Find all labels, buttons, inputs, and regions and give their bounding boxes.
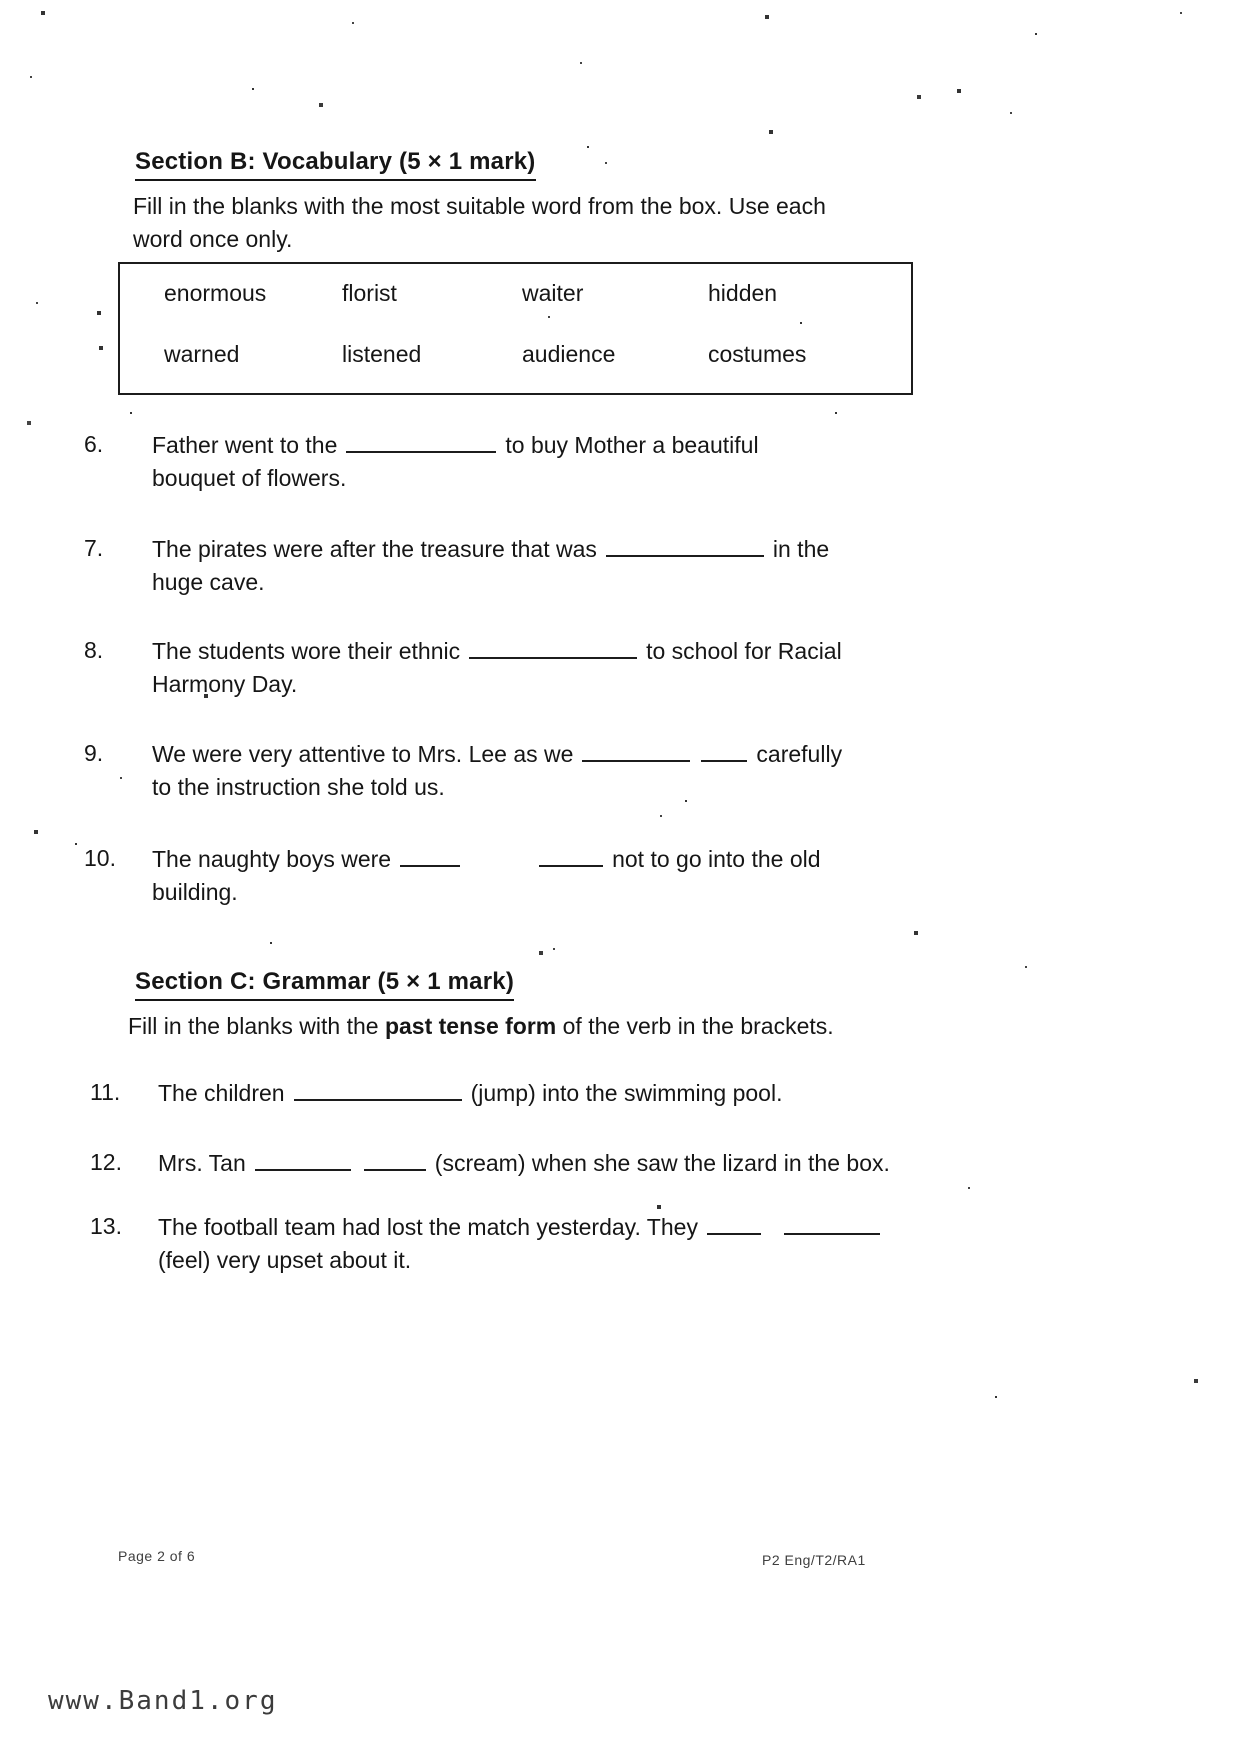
answer-blank xyxy=(400,842,460,867)
site-watermark: www.Band1.org xyxy=(48,1686,278,1716)
question-6-text-post: to buy Mother a beautiful xyxy=(505,432,759,458)
word-box-row-1 xyxy=(120,280,911,307)
question-9-text-post: carefully xyxy=(756,741,843,767)
question-8-number: 8. xyxy=(84,637,104,663)
question-13-line2: (feel) very upset about it. xyxy=(158,1247,412,1273)
footer-paper-code: P2 Eng/T2/RA1 xyxy=(762,1552,866,1568)
section-b-instructions-line2: word once only. xyxy=(133,226,293,252)
question-9-line1 xyxy=(152,737,1164,771)
question-12-text-pre: Mrs. Tan xyxy=(158,1150,246,1176)
word-warned: warned xyxy=(164,341,240,367)
answer-blank xyxy=(701,737,747,762)
question-10-text-pre: The naughty boys were xyxy=(152,846,392,872)
question-9-line2: to the instruction she told us. xyxy=(152,774,445,800)
question-8-text-post: to school for Racial xyxy=(646,638,842,664)
question-12-text-post: (scream) when she saw the lizard in the box. xyxy=(434,1150,890,1176)
answer-blank xyxy=(255,1146,351,1171)
word-costumes: costumes xyxy=(708,341,807,367)
section-b-header xyxy=(135,148,536,181)
section-c-header xyxy=(135,968,514,1001)
question-8-line1 xyxy=(152,634,1164,668)
question-12 xyxy=(90,1146,1170,1180)
question-7-text-pre: The pirates were after the treasure that was xyxy=(152,536,597,562)
section-c-instructions xyxy=(128,1010,834,1043)
answer-blank xyxy=(784,1210,880,1235)
question-7 xyxy=(84,532,1164,599)
question-13-line1 xyxy=(158,1210,1170,1244)
word-enormous: enormous xyxy=(164,280,267,306)
question-6-text-pre: Father went to the xyxy=(152,432,338,458)
word-box-row-2 xyxy=(120,341,911,368)
question-8-text-pre: The students wore their ethnic xyxy=(152,638,461,664)
word-waiter: waiter xyxy=(522,280,584,306)
answer-blank xyxy=(707,1210,761,1235)
answer-blank xyxy=(606,532,764,557)
question-10-line1 xyxy=(152,842,1164,876)
answer-blank xyxy=(294,1076,462,1101)
word-florist: florist xyxy=(342,280,397,306)
question-9 xyxy=(84,737,1164,804)
question-6-line2: bouquet of flowers. xyxy=(152,465,347,491)
footer-page-number: Page 2 of 6 xyxy=(118,1548,196,1564)
question-13-number: 13. xyxy=(90,1213,122,1239)
word-audience: audience xyxy=(522,341,616,367)
question-10-text-post: not to go into the old xyxy=(612,846,821,872)
section-c-title: Section C: Grammar (5 × 1 mark) xyxy=(135,968,514,1001)
question-13-text-pre: The football team had lost the match yesterday. They xyxy=(158,1214,698,1240)
question-11-text-pre: The children xyxy=(158,1080,285,1106)
scan-noise-specks xyxy=(0,0,2,2)
answer-blank xyxy=(539,842,603,867)
question-10-number: 10. xyxy=(84,845,116,871)
answer-blank xyxy=(469,634,637,659)
section-b-title: Section B: Vocabulary (5 × 1 mark) xyxy=(135,148,536,181)
question-10-line2: building. xyxy=(152,879,238,905)
question-11-line1 xyxy=(158,1076,1170,1110)
answer-blank xyxy=(364,1146,426,1171)
question-7-line2: huge cave. xyxy=(152,569,265,595)
question-7-line1 xyxy=(152,532,1164,566)
question-10 xyxy=(84,842,1164,909)
answer-blank xyxy=(346,428,496,453)
question-11 xyxy=(90,1076,1170,1110)
question-8-line2: Harmony Day. xyxy=(152,671,298,697)
question-12-number: 12. xyxy=(90,1149,122,1175)
question-8 xyxy=(84,634,1164,701)
word-listened: listened xyxy=(342,341,422,367)
question-6 xyxy=(84,428,1164,495)
question-6-number: 6. xyxy=(84,431,104,457)
question-11-text-post: (jump) into the swimming pool. xyxy=(470,1080,783,1106)
answer-blank xyxy=(582,737,690,762)
section-c-instructions-bold: past tense form xyxy=(384,1013,557,1039)
question-13 xyxy=(90,1210,1170,1277)
question-11-number: 11. xyxy=(90,1079,121,1105)
word-hidden: hidden xyxy=(708,280,778,306)
section-c-instructions-pre: Fill in the blanks with the xyxy=(128,1013,379,1039)
question-12-line1 xyxy=(158,1146,1170,1180)
section-b-instructions-line1: Fill in the blanks with the most suitable word from the box. Use each xyxy=(133,193,826,219)
section-c-instructions-post: of the verb in the brackets. xyxy=(562,1013,834,1039)
question-9-text-pre: We were very attentive to Mrs. Lee as we xyxy=(152,741,574,767)
vocabulary-word-box xyxy=(118,262,913,395)
question-6-line1 xyxy=(152,428,1164,462)
question-7-number: 7. xyxy=(84,535,104,561)
question-7-text-post: in the xyxy=(772,536,830,562)
question-9-number: 9. xyxy=(84,740,104,766)
